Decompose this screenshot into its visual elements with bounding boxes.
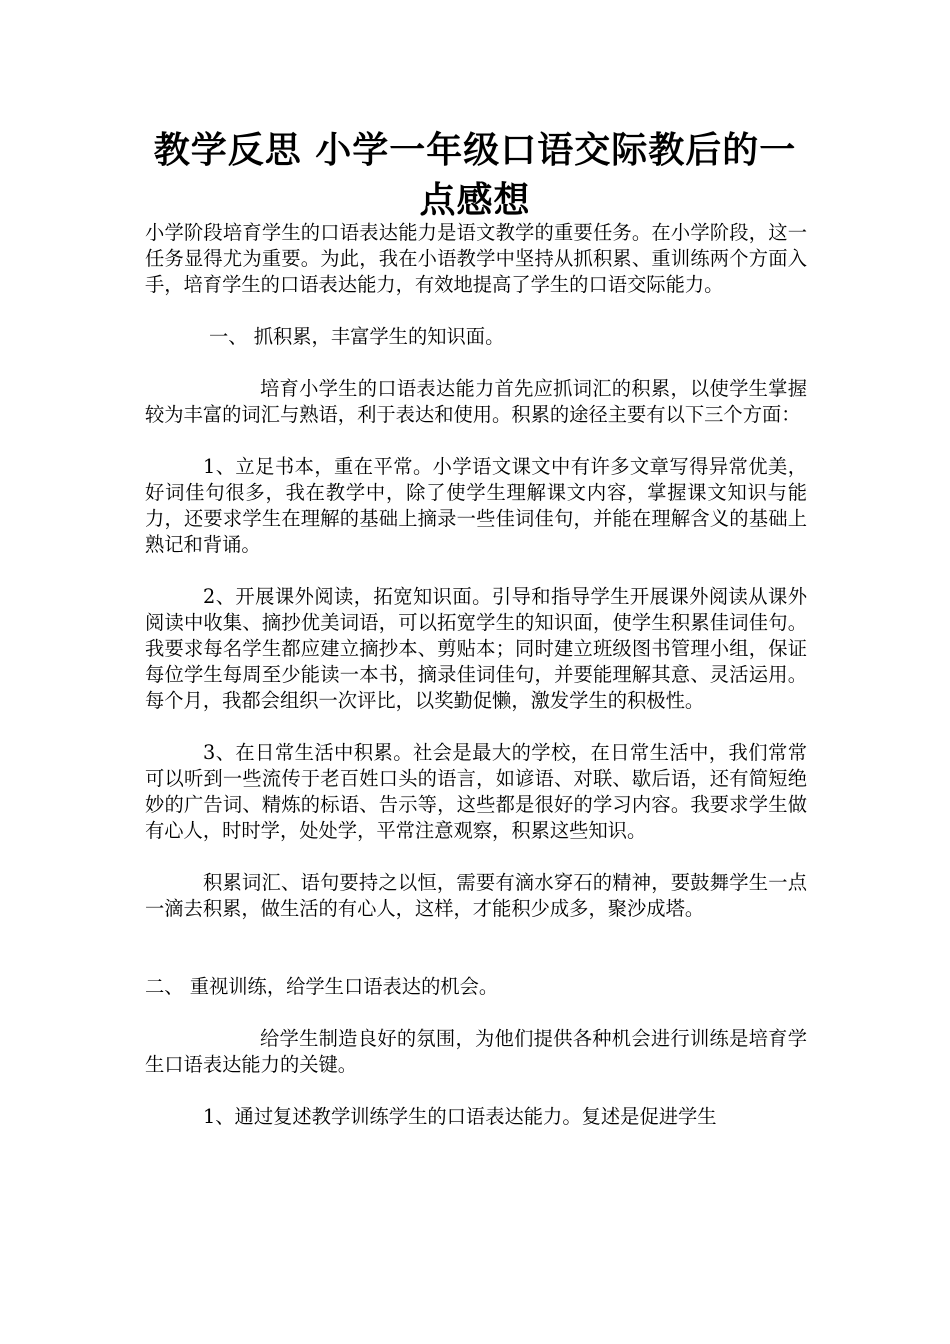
- document-body: [145, 220, 807, 1130]
- section-1-heading: 一、 抓积累，丰富学生的知识面。: [209, 325, 505, 348]
- section-1-item-1: 1、立足书本，重在平常。小学语文课文中有许多文章写得异常优美，好词佳句很多，我在教学中，除了使学生理解课文内容，掌握课文知识与能力，还要求学生在理解的基础上摘录一些佳词佳句，并能在理解含义的基础上熟记和背诵。: [145, 455, 807, 556]
- section-1-item-2: 2、开展课外阅读，拓宽知识面。引导和指导学生开展课外阅读从课外阅读中收集、摘抄优美词语，可以拓宽学生的知识面，使学生积累佳词佳句。我要求每名学生都应建立摘抄本、剪贴本；同时建立班级图书管理小组，保证每位学生每周至少能读一本书，摘录佳词佳句，并要能理解其意、灵活运用。每个月，我都会组织一次评比，以奖勤促懒，激发学生的积极性。: [145, 585, 807, 712]
- section-2-lead-paragraph: 给学生制造良好的氛围，为他们提供各种机会进行训练是培育学生口语表达能力的关键。: [145, 1027, 807, 1076]
- section-1-item-3: 3、在日常生活中积累。社会是最大的学校，在日常生活中，我们常常可以听到一些流传于老百姓口头的语言，如谚语、对联、歇后语，还有简短绝妙的广告词、精炼的标语、告示等，这些都是很好的学习内容。我要求学生做有心人，时时学，处处学，平常注意观察，积累这些知识。: [145, 741, 807, 842]
- section-2-heading: 二、 重视训练，给学生口语表达的机会。: [145, 975, 499, 998]
- section-1-lead-paragraph: 培育小学生的口语表达能力首先应抓词汇的积累，以使学生掌握较为丰富的词汇与熟语，利于表达和使用。积累的途径主要有以下三个方面：: [145, 377, 807, 426]
- section-2-item-1: 1、通过复述教学训练学生的口语表达能力。复述是促进学生: [203, 1105, 717, 1128]
- intro-paragraph: 小学阶段培育学生的口语表达能力是语文教学的重要任务。在小学阶段，这一任务显得尤为重要。为此，我在小语教学中坚持从抓积累、重训练两个方面入手，培育学生的口语表达能力，有效地提高了学生的口语交际能力。: [145, 221, 807, 296]
- document-title: 教学反思 小学一年级口语交际教后的一点感想: [153, 130, 797, 221]
- section-1-closing-paragraph: 积累词汇、语句要持之以恒，需要有滴水穿石的精神，要鼓舞学生一点一滴去积累，做生活的有心人，这样，才能积少成多，聚沙成塔。: [145, 871, 807, 920]
